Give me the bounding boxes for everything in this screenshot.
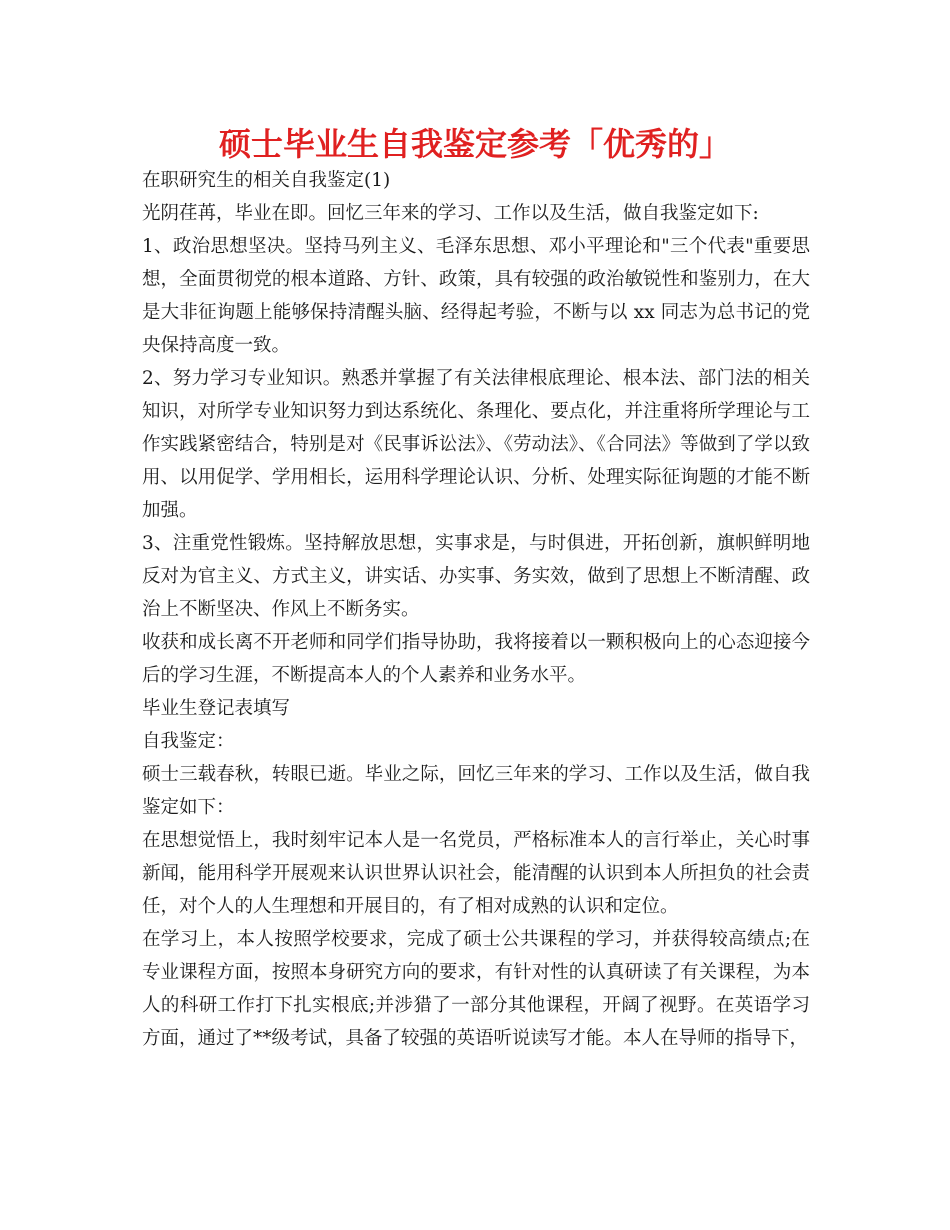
paragraph-subtitle: 在职研究生的相关自我鉴定(1) [142, 170, 391, 191]
paragraph-party: 3、注重党性锻炼。坚持解放思想，实事求是，与时俱进，开拓创新，旗帜鲜明地反对为官主义、方式主义，讲实话、办实事、务实效，做到了思想上不断清醒、政治上不断坚决、作风上不断务实。 [142, 533, 810, 620]
section-heading: 毕业生登记表填写 [142, 698, 291, 719]
self-evaluation-label: 自我鉴定： [142, 731, 235, 752]
paragraph-political: 1、政治思想坚决。坚持马列主义、毛泽东思想、邓小平理论和"三个代表"重要思想，全面贯彻党的根本道路、方针、政策，具有较强的政治敏锐性和鉴别力，在大是大非征询题上能够保持清醒头脑、经得起考验，不断与以 xx 同志为总书记的党央保持高度一致。 [142, 236, 810, 356]
paragraph-closing: 收获和成长离不开老师和同学们指导协助，我将接着以一颗积极向上的心态迎接今后的学习生涯，不断提高本人的个人素养和业务水平。 [142, 632, 810, 686]
paragraph-thought: 在思想觉悟上，我时刻牢记本人是一名党员，严格标准本人的言行举止，关心时事新闻，能用科学开展观来认识世界认识社会，能清醒的认识到本人所担负的社会责任，对个人的人生理想和开展目的，有了相对成熟的认识和定位。 [142, 830, 810, 917]
paragraph-overview: 硕士三载春秋，转眼已逝。毕业之际，回忆三年来的学习、工作以及生活，做自我鉴定如下： [142, 764, 810, 818]
document-title: 硕士毕业生自我鉴定参考「优秀的」 [218, 125, 731, 163]
paragraph-intro: 光阴荏苒，毕业在即。回忆三年来的学习、工作以及生活，做自我鉴定如下: [142, 203, 759, 224]
document-body [142, 164, 810, 1055]
paragraph-learning: 在学习上，本人按照学校要求，完成了硕士公共课程的学习，并获得较高绩点;在专业课程方面，按照本身研究方向的要求，有针对性的认真研读了有关课程，为本人的科研工作打下扎实根底;并涉猎了一部分其他课程，开阔了视野。在英语学习方面，通过了**级考试，具备了较强的英语听说读写才能。本人在导师的指导下， [142, 929, 810, 1049]
paragraph-study: 2、努力学习专业知识。熟悉并掌握了有关法律根底理论、根本法、部门法的相关知识，对所学专业知识努力到达系统化、条理化、要点化，并注重将所学理论与工作实践紧密结合，特别是对《民事诉讼法》、《劳动法》、《合同法》等做到了学以致用、以用促学、学用相长，运用科学理论认识、分析、处理实际征询题的才能不断加强。 [142, 368, 810, 521]
